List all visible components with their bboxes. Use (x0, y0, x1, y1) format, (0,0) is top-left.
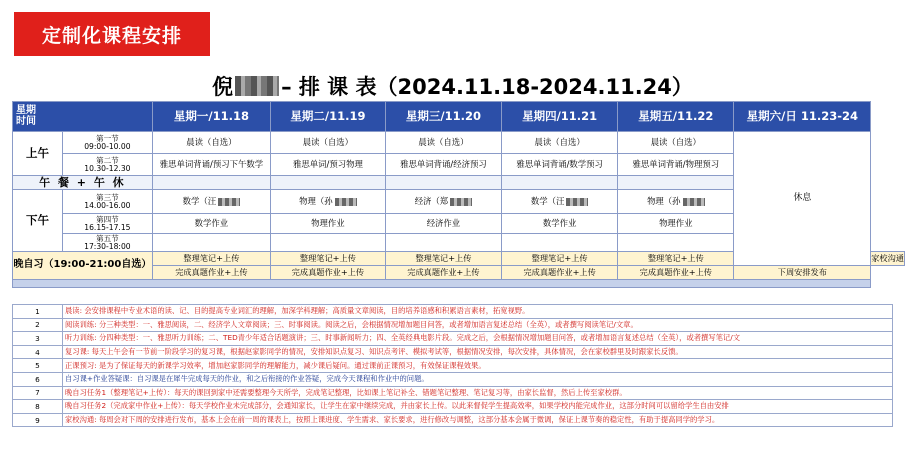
redacted-teacher (218, 198, 240, 206)
day-header: 星期二/11.19 (271, 102, 386, 132)
cell: 数学（汪 (502, 190, 618, 214)
period-am: 上午 (13, 132, 63, 176)
table-divider (13, 280, 871, 288)
cell: 整理笔记+上传 (152, 252, 270, 266)
redacted-teacher (335, 198, 357, 206)
note-row: 4 复习课: 每天上午会有一节前一阶段学习的复习课，根据赵家影同学的情况，安排知识点复习、知识点考评、模拟考试等，根据情况安排，每次安排，具体情况，会在家校群里及时跟家长反馈。 (13, 345, 893, 359)
cell: 晨读（自选） (152, 132, 270, 154)
evening-study-label: 晚自习（19:00-21:00自选） (13, 252, 153, 280)
section-banner: 定制化课程安排 (14, 12, 210, 56)
weekend-rest: 休息 (734, 132, 871, 266)
note-row: 8 晚自习任务2（完成家中作业+上传）：每天学校作业未完成部分，会通知家长，让学生在家中继续完成，并由家长上传。以此来督促学生提高效率，如果学校内能完成作业，这部分时间可以留给学生自由安排 (13, 400, 893, 414)
redacted-teacher (566, 198, 588, 206)
cell (385, 234, 501, 252)
note-row: 5 正课预习: 是为了保证每天的新课学习效率，增加赵家影同学的理解能力，减少课后疑问。通过课前正课预习，有效保证课程效果。 (13, 359, 893, 373)
cell (152, 234, 270, 252)
cell: 物理作业 (618, 214, 734, 234)
notes-table (12, 304, 893, 427)
day-header: 星期四/11.21 (502, 102, 618, 132)
day-header: 星期六/日 11.23-24 (734, 102, 871, 132)
note-row: 9 家校沟通: 每周会对下周的安排进行发布，基本上会在前一周的课表上，按照上课进度、学生需求、家长要求，进行修改与调整，这部分基本会属于微调，保证上课节奏的稳定性，有助于提高同学的学习。 (13, 413, 893, 427)
cell (271, 234, 386, 252)
lunch-cell (385, 176, 501, 190)
cell: 整理笔记+上传 (618, 252, 734, 266)
lunch-cell (152, 176, 270, 190)
cell: 物理（孙 (618, 190, 734, 214)
day-header: 星期一/11.18 (152, 102, 270, 132)
cell: 雅思单词背诵/预习下午数学 (152, 154, 270, 176)
cell: 经济（郑 (385, 190, 501, 214)
cell: 完成真题作业+上传 (152, 266, 270, 280)
cell: 雅思单词背诵/物理预习 (618, 154, 734, 176)
note-row: 6 自习课+作业答疑课：自习课是在犀牛完成每天的作业，和之后衔接的作业答疑，完成今天课程和作业中的问题。 (13, 372, 893, 386)
weekend-evening-1: 家校沟通 (871, 252, 905, 266)
slot-3: 第三节 14.00-16.00 (62, 190, 152, 214)
lunch-cell (618, 176, 734, 190)
cell: 完成真题作业+上传 (385, 266, 501, 280)
weekend-evening-2: 下周安排发布 (734, 266, 871, 280)
period-pm: 下午 (13, 190, 63, 252)
cell: 完成真题作业+上传 (618, 266, 734, 280)
schedule-table (12, 101, 905, 288)
title-range: – 排 课 表（2024.11.18-2024.11.24） (281, 75, 693, 99)
lunch-cell (502, 176, 618, 190)
title-name: 倪 (212, 75, 234, 99)
cell: 雅思单词背诵/数学预习 (502, 154, 618, 176)
lunch-label: 午 餐 + 午 休 (13, 176, 153, 190)
cell: 雅思单词/预习物理 (271, 154, 386, 176)
day-header: 星期五/11.22 (618, 102, 734, 132)
page-title (0, 66, 905, 106)
cell: 数学作业 (152, 214, 270, 234)
redacted-name (235, 76, 279, 96)
note-row: 3 听力训练: 分四种类型：一、雅思听力训练；二、TED青少年适合话题演讲；三、时事新闻听力；四、全英经典电影片段。完成之后，会根据情况增加题目问答，或者增加语言复述总结（全英），或者撰写笔记/文 (13, 332, 893, 346)
day-header: 星期三/11.20 (385, 102, 501, 132)
cell: 晨读（自选） (502, 132, 618, 154)
cell: 数学作业 (502, 214, 618, 234)
slot-1: 第一节 09:00-10.00 (62, 132, 152, 154)
cell: 经济作业 (385, 214, 501, 234)
cell: 完成真题作业+上传 (271, 266, 386, 280)
lunch-cell (271, 176, 386, 190)
cell (618, 234, 734, 252)
cell: 晨读（自选） (271, 132, 386, 154)
cell: 雅思单词背诵/经济预习 (385, 154, 501, 176)
note-row: 2 阅读训练: 分三种类型：一、雅思阅读，二、经济学人文章阅读；三、时事阅读。阅读之后，会根据情况增加题目问答，或者增加语言复述总结（全英），或者撰写阅读笔记/文章。 (13, 318, 893, 332)
cell: 整理笔记+上传 (271, 252, 386, 266)
cell: 整理笔记+上传 (385, 252, 501, 266)
cell: 数学（汪 (152, 190, 270, 214)
redacted-teacher (683, 198, 705, 206)
note-row: 1 晨读: 会安排课程中专业术语的读、记、目的提高专业词汇的理解，加深学科理解；高质量文章阅读，目的培养语感和积累语言素材，拓宽视野。 (13, 305, 893, 319)
cell: 物理（孙 (271, 190, 386, 214)
cell: 晨读（自选） (385, 132, 501, 154)
slot-5: 第五节 17:30-18:00 (62, 234, 152, 252)
cell: 物理作业 (271, 214, 386, 234)
slot-4: 第四节 16.15-17.15 (62, 214, 152, 234)
note-row: 7 晚自习任务1（整理笔记+上传）：每天的课回到家中还需要整理今天所学，完成笔记整理，比如课上笔记补全、错题笔记整理、笔记复习等，由家长监督，然后上传至家校群。 (13, 386, 893, 400)
cell: 晨读（自选） (618, 132, 734, 154)
corner-header: 星期 时间 (13, 102, 153, 132)
redacted-teacher (450, 198, 472, 206)
cell: 整理笔记+上传 (502, 252, 618, 266)
cell: 完成真题作业+上传 (502, 266, 618, 280)
slot-2: 第二节 10.30-12.30 (62, 154, 152, 176)
cell (502, 234, 618, 252)
